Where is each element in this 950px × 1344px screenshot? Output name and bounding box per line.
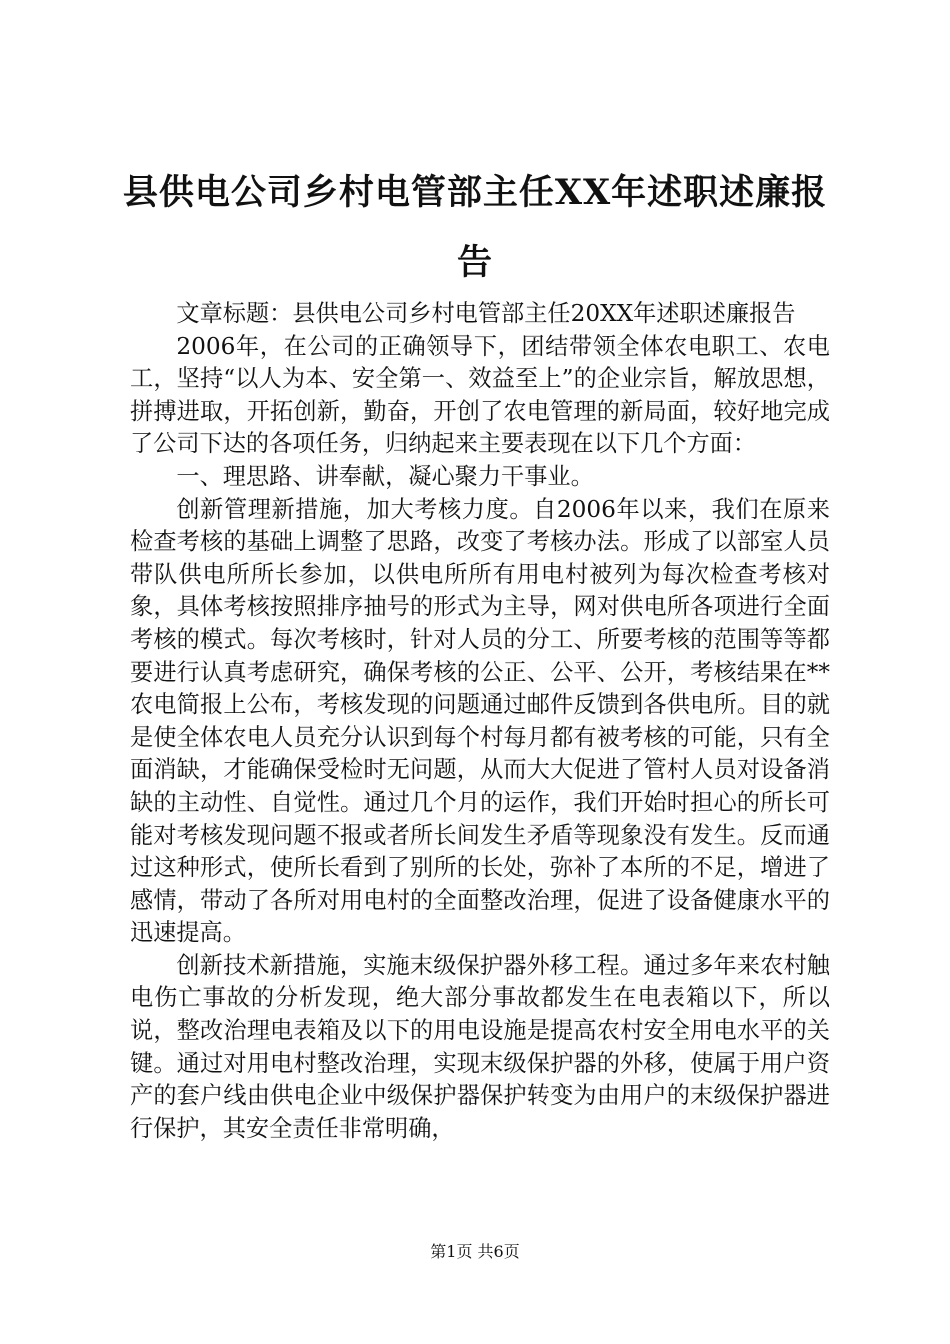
paragraph-intro: 2006年，在公司的正确领导下，团结带领全体农电职工、农电工，坚持“以人为本、安全第一、效益至上”的企业宗旨，解放思想，拼搏进取，开拓创新，勤奋，开创了农电管理的新局面，较好地完成了公司下达的各项任务，归纳起来主要表现在以下几个方面： [130,332,830,458]
document-body [130,298,830,1145]
document-title: 县供电公司乡村电管部主任XX年述职述廉报告 [122,172,828,283]
page-number-footer: 第1页 共6页 [430,1242,520,1261]
paragraph-management-measures: 创新管理新措施，加大考核力度。自2006年以来，我们在原来检查考核的基础上调整了思路，改变了考核办法。形成了以部室人员带队供电所所长参加，以供电所所有用电村被列为每次检查考核对象，具体考核按照排序抽号的形式为主导，网对供电所各项进行全面考核的模式。每次考核时，针对人员的分工、所要考核的范围等等都要进行认真考虑研究，确保考核的公正、公平、公开，考核结果在**农电简报上公布，考核发现的问题通过邮件反馈到各供电所。目的就是使全体农电人员充分认识到每个村每月都有被考核的可能，只有全面消缺，才能确保受检时无问题，从而大大促进了管村人员对设备消缺的主动性、自觉性。通过几个月的运作，我们开始时担心的所长可能对考核发现问题不报或者所长间发生矛盾等现象没有发生。反而通过这种形式，使所长看到了别所的长处，弥补了本所的不足，增进了感情，带动了各所对用电村的全面整改治理，促进了设备健康水平的迅速提高。 [130,495,830,947]
section-heading-1: 一、理思路、讲奉献，凝心聚力干事业。 [176,462,594,490]
paragraph-technical-measures: 创新技术新措施，实施末级保护器外移工程。通过多年来农村触电伤亡事故的分析发现，绝大部分事故都发生在电表箱以下，所以说，整改治理电表箱及以下的用电设施是提高农村安全用电水平的关键。通过对用电村整改治理，实现末级保护器的外移，使属于用户资产的套户线由供电企业中级保护器保护转变为由用户的末级保护器进行保护，其安全责任非常明确， [130,951,830,1142]
paragraph-article-title: 文章标题：县供电公司乡村电管部主任20XX年述职述廉报告 [176,300,796,327]
